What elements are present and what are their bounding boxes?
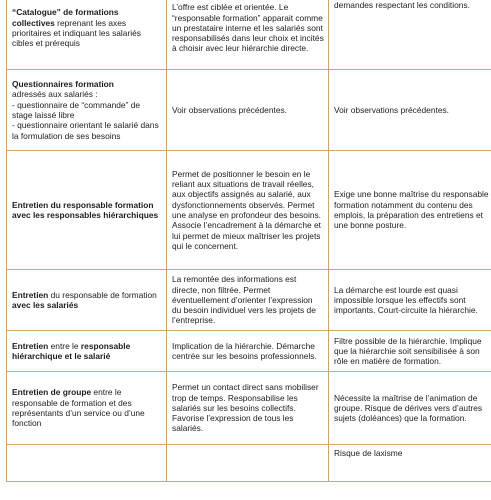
method-cell: [7, 70, 167, 151]
method-text: entre le responsable de formation et des représentants d’un service ou d’une fonction: [12, 387, 145, 429]
advantages-cell: Implication de la hiérarchie. Démarche centrée sur les besoins professionnels.: [167, 331, 329, 372]
method-cell: [7, 331, 167, 372]
method-cell: [7, 0, 167, 70]
method-text: du responsable de formation: [48, 289, 157, 300]
methods-comparison-table: [6, 0, 491, 482]
limits-cell: Exige une bonne maîtrise du responsable formation notamment du contenu des emplois, la préparation des entretiens et une bonne posture.: [329, 151, 491, 270]
table-row: [7, 270, 491, 331]
method-title: “Catalogue” de formations collectives: [12, 7, 119, 28]
table-row: [7, 331, 491, 372]
advantages-cell: [167, 445, 329, 482]
method-cell: [7, 372, 167, 445]
limits-cell: Risque de laxisme: [329, 445, 491, 482]
method-cell: [7, 270, 167, 331]
advantages-cell: Voir observations précédentes.: [167, 70, 329, 151]
method-title-part: avec les salariés: [12, 300, 79, 310]
method-title: Entretien de groupe: [12, 387, 92, 398]
advantages-cell: Permet de positionner le besoin en le reliant aux situations de travail réelles, aux objectifs assignés au salarié, aux dysfonctionnements observés. Permet une analyse en profondeur des besoins. Associe l’encadrement à la démarche et lui permet de mieux maîtriser les projets qui le concernent.: [167, 151, 329, 270]
limits-cell: Filtre possible de la hiérarchie. Implique que la hiérarchie soit sensibilisée à son rôle en matière de formation.: [329, 331, 491, 372]
method-cell: [7, 445, 167, 482]
method-title: Entretien du responsable formation avec les responsables hiérarchiques: [12, 199, 159, 220]
table-row: [7, 0, 491, 70]
table-row: [7, 70, 491, 151]
method-text: entre le: [48, 340, 81, 351]
method-text: reprenant les axes prioritaires et indiquant les salariés cibles et prérequis: [12, 17, 141, 49]
method-title: Questionnaires formation: [12, 79, 114, 90]
advantages-cell: La remontée des informations est directe, non filtrée. Permet éventuellement d’orienter l’expression du besoin individuel vers les projets de l’entreprise.: [167, 270, 329, 331]
limits-cell: demandes respectant les conditions.: [329, 0, 491, 70]
method-text: adressés aux salariés :: [12, 89, 98, 100]
advantages-cell: L’offre est ciblée et orientée. Le “responsable formation” apparait comme un prestataire interne et les salariés sont responsabilisés dans leur choix et incités à choisir avec leur hiérarchie directe.: [167, 0, 329, 70]
method-cell: [7, 151, 167, 270]
limits-cell: La démarche est lourde est quasi impossible lorsque les effectifs sont importants. Court-circuite la hiérarchie.: [329, 270, 491, 331]
list-item: - questionnaire orientant le salarié dans la formulation de ses besoins: [12, 120, 159, 141]
advantages-cell: Permet un contact direct sans mobiliser trop de temps. Responsabilise les salariés sur les besoins collectifs. Favorise l’expression de tous les salariés.: [167, 372, 329, 445]
method-list: [12, 100, 162, 141]
limits-cell: Voir observations précédentes.: [329, 70, 491, 151]
table-row: [7, 372, 491, 445]
method-title: Entretien: [12, 340, 49, 351]
limits-cell: Nécessite la maîtrise de l’animation de groupe. Risque de dérives vers d’autres sujets (doléances) que la formation.: [329, 372, 491, 445]
table-row: [7, 151, 491, 270]
table-row: [7, 445, 491, 482]
list-item: - questionnaire de “commande” de stage laissé libre: [12, 99, 141, 120]
method-title-part: responsable hiérarchique et le salarié: [12, 340, 131, 361]
method-title: Entretien: [12, 289, 49, 300]
